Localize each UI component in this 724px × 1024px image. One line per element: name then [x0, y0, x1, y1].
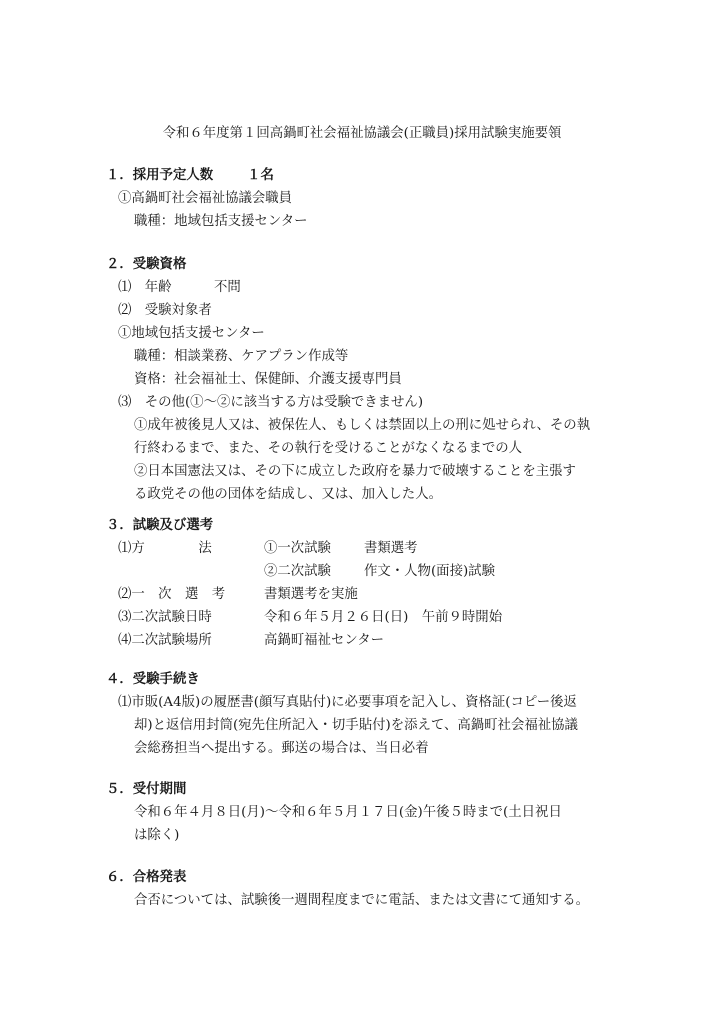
- row-label: ⑵一 次 選 考: [118, 587, 226, 602]
- text-line: る政党その他の団体を結成し、又は、加入した人。: [134, 487, 442, 502]
- text-line: ⑶ その他(①～②に該当する方は受験できません): [118, 395, 424, 410]
- section-exam-selection: ３．試験及び選考 ⑴方 法 ①一次試験 書類選考 ②二次試験 作文・人物(面接)試験 ⑵一 次 選 考 書類選考を実施 ⑶二次試験日時 令和６年５月２６日(日) 午前９時開始 ⑷二次試験場所 高鍋町福祉センター: [106, 514, 666, 652]
- text-line: ①成年被後見人又は、被保佐人、もしくは禁固以上の刑に処せられ、その執: [134, 418, 591, 433]
- section-heading: ６．合格発表: [106, 870, 187, 885]
- row-label: ⑷二次試験場所: [118, 633, 212, 648]
- age-label: ⑴ 年齢: [118, 280, 172, 295]
- section-acceptance-period: [106, 778, 666, 847]
- text-line: 職種：相談業務、ケアプラン作成等: [134, 349, 349, 364]
- section-eligibility: [106, 253, 666, 506]
- recruit-count: １名: [247, 168, 274, 183]
- text-line: ⑵ 受験対象者: [118, 303, 212, 318]
- page-title: 令和６年度第１回高鍋町社会福祉協議会(正職員)採用試験実施要領: [162, 126, 562, 141]
- age-value: 不問: [214, 280, 241, 295]
- text-line: は除く): [134, 828, 180, 843]
- section-heading: １．採用予定人数: [106, 168, 214, 183]
- row-label: ⑶二次試験日時: [118, 610, 212, 625]
- section-heading: ４．受験手続き: [106, 672, 200, 687]
- section-heading: ３．試験及び選考: [106, 518, 214, 533]
- section-heading: ５．受付期間: [106, 782, 187, 797]
- text-line: ⑴市販(A4版)の履歴書(顔写真貼付)に必要事項を記入し、資格証(コピー後返: [118, 695, 577, 710]
- text-line: ①地域包括支援センター: [118, 326, 265, 341]
- row-label: ⑴方 法: [118, 541, 212, 556]
- text-line: 却)と返信用封筒(宛先住所記入・切手貼付)を添えて、高鍋町社会福祉協議: [134, 718, 578, 733]
- text-line: 資格：社会福祉士、保健師、介護支援専門員: [134, 372, 402, 387]
- text-line: ②日本国憲法又は、その下に成立した政府を暴力で破壊することを主張す: [134, 464, 576, 479]
- text-line: 会総務担当へ提出する。郵送の場合は、当日必着: [134, 741, 429, 756]
- text-line: 職種：地域包括支援センター: [134, 214, 308, 229]
- section-results: [106, 866, 666, 912]
- text-line: 令和６年４月８日(月)～令和６年５月１７日(金)午後５時まで(土日祝日: [134, 805, 562, 820]
- section-heading: ２．受験資格: [106, 257, 187, 272]
- text-line: ①高鍋町社会福祉協議会職員: [118, 191, 293, 206]
- text-line: 行終わるまで、また、その執行を受けることがなくなるまでの人: [134, 441, 523, 456]
- text-line: 合否については、試験後一週間程度までに電話、または文書にて通知する。: [134, 893, 590, 908]
- section-application-procedure: [106, 668, 666, 760]
- section-recruitment-count: [106, 164, 666, 233]
